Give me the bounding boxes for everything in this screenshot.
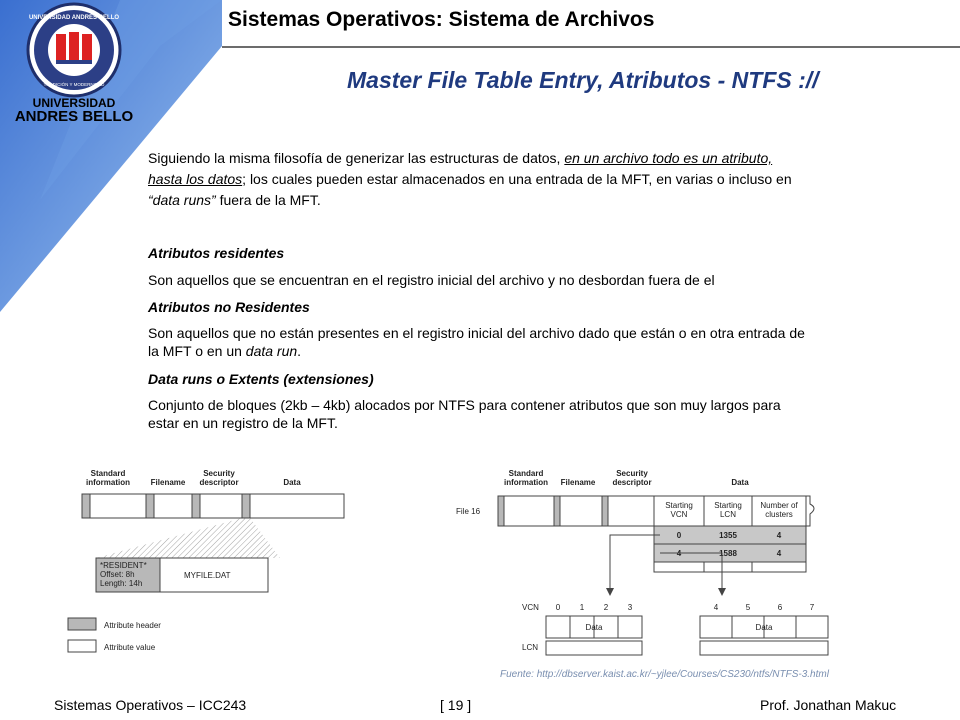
fr-hdr-std2: information <box>504 478 548 487</box>
footer-professor: Prof. Jonathan Makuc <box>760 697 897 713</box>
fr-hdr-block-1 <box>498 496 504 526</box>
university-seal-icon <box>22 2 126 98</box>
fr-arrowhead-2 <box>718 588 726 596</box>
fr-row2-vcn: 4 <box>676 549 682 558</box>
fr-col2a: Starting <box>714 501 742 510</box>
intro-part1: Siguiendo la misma filosofía de generizar las estructuras de datos, <box>148 150 565 166</box>
no-residentes-italic: data run <box>245 343 298 359</box>
legend-value-label: Attribute value <box>104 643 156 652</box>
fl-hdr-sec1: Security <box>203 469 235 478</box>
footer-page-number: [ 19 ] <box>440 697 472 713</box>
resident-attribute-figure <box>60 460 360 670</box>
fr-col3b: clusters <box>765 510 793 519</box>
residentes-heading: Atributos residentes <box>148 245 285 261</box>
fr-arrowhead-1 <box>606 588 614 596</box>
fl-std-value <box>90 494 146 518</box>
runs-text <box>148 396 908 432</box>
header-divider <box>222 46 960 48</box>
fl-hdr-block-4 <box>242 494 250 518</box>
fr-lcn-label: LCN <box>522 643 539 652</box>
fl-resident-1: *RESIDENT* <box>100 561 147 570</box>
runs-heading: Data runs o Extents (extensiones) <box>148 371 374 387</box>
fl-data-value <box>250 494 344 518</box>
legend-header-label: Attribute header <box>104 621 161 630</box>
fr-row1-vcn: 0 <box>676 531 682 540</box>
fr-hdr-data: Data <box>731 478 749 487</box>
residentes-text: Son aquellos que se encuentran en el registro inicial del archivo y no desbordan fuera de el <box>148 272 715 288</box>
fl-hdr-sec2: descriptor <box>199 478 239 487</box>
fl-expansion <box>96 518 280 558</box>
fl-hdr-block-3 <box>192 494 200 518</box>
fl-hdr-block-2 <box>146 494 154 518</box>
fr-row2-count: 4 <box>776 549 782 558</box>
intro-data-runs: “data runs” <box>148 192 216 208</box>
fr-hdr-sec2: descriptor <box>612 478 652 487</box>
vcn-value-6: 6 <box>777 603 783 612</box>
no-residentes-end: . <box>297 343 302 359</box>
fl-sec-value <box>200 494 242 518</box>
fr-vcn-label: VCN <box>522 603 539 612</box>
logo-line-2: ANDRES BELLO <box>14 108 134 125</box>
fl-filename-value <box>154 494 192 518</box>
fl-myfile: MYFILE.DAT <box>184 571 231 580</box>
fr-row2-lcn: 1588 <box>719 549 737 558</box>
course-title: Sistemas Operativos: Sistema de Archivos <box>228 8 655 31</box>
fr-file-label: File 16 <box>456 507 481 516</box>
fr-hdr-block-3 <box>602 496 608 526</box>
runs-line-a: Conjunto de bloques (2kb – 4kb) alocados por NTFS para contener atributos que son muy largos para <box>148 397 781 413</box>
fl-hdr-block-1 <box>82 494 90 518</box>
nonresident-attribute-figure <box>450 464 850 664</box>
runs-line-b: estar en un registro de la MFT. <box>148 415 338 431</box>
vcn-value-1: 1 <box>579 603 585 612</box>
intro-part2: ; los cuales pueden estar almacenados en una entrada de la MFT, en varias o incluso en <box>242 171 792 187</box>
fr-row1-lcn: 1355 <box>719 531 737 540</box>
fr-col3a: Number of <box>760 501 798 510</box>
intro-underlined-2: hasta los datos <box>148 171 243 187</box>
intro-underlined-1: en un archivo todo es un atributo, <box>564 150 773 166</box>
legend-header-swatch <box>68 618 96 630</box>
fl-hdr-std2: information <box>86 478 130 487</box>
no-residentes-text <box>148 324 908 360</box>
no-residentes-line-a: Son aquellos que no están presentes en el registro inicial del archivo dado que están o en otra entrada de <box>148 325 805 341</box>
intro-part3: fuera de la MFT. <box>215 192 321 208</box>
fl-hdr-data: Data <box>283 478 301 487</box>
fr-col2b: LCN <box>719 510 737 519</box>
fr-run-2-label: Data <box>755 623 773 632</box>
fr-hdr-block-2 <box>554 496 560 526</box>
fr-hdr-std1: Standard <box>508 469 544 478</box>
fl-resident-2: Offset: 8h <box>100 570 135 579</box>
fr-lcn-row-1 <box>546 641 642 655</box>
fr-lcn-row-2 <box>700 641 828 655</box>
vcn-value-3: 3 <box>627 603 633 612</box>
fr-row1-count: 4 <box>776 531 782 540</box>
source-citation: Fuente: http://dbserver.kaist.ac.kr/~yjlee/Courses/CS230/ntfs/NTFS-3.html <box>500 669 829 680</box>
fl-resident-3: Length: 14h <box>100 579 143 588</box>
fr-col1a: Starting <box>665 501 693 510</box>
fr-col1b: VCN <box>670 510 688 519</box>
fr-run-1-label: Data <box>585 623 603 632</box>
fl-hdr-std1: Standard <box>90 469 126 478</box>
no-residentes-line-b: la MFT o en un <box>148 343 246 359</box>
intro-paragraph <box>148 148 908 211</box>
fr-hdr-filename: Filename <box>560 478 596 487</box>
fr-hdr-sec1: Security <box>616 469 648 478</box>
vcn-value-0: 0 <box>555 603 561 612</box>
footer-course: Sistemas Operativos – ICC243 <box>54 697 247 713</box>
vcn-value-5: 5 <box>745 603 751 612</box>
fl-hdr-filename: Filename <box>150 478 186 487</box>
vcn-value-4: 4 <box>713 603 719 612</box>
vcn-value-2: 2 <box>603 603 609 612</box>
vcn-value-7: 7 <box>809 603 815 612</box>
logo-line-1: UNIVERSIDAD <box>32 96 116 110</box>
seal-top-text: UNIVERSIDAD ANDRÉS BELLO <box>28 15 120 21</box>
legend-value-swatch <box>68 640 96 652</box>
no-residentes-heading: Atributos no Residentes <box>148 299 310 315</box>
seal-motto: TRADICIÓN Y MODERNIDAD <box>43 82 105 87</box>
fr-arrow-1 <box>610 535 660 590</box>
slide-title: Master File Table Entry, Atributos - NTFS :// <box>347 67 819 93</box>
